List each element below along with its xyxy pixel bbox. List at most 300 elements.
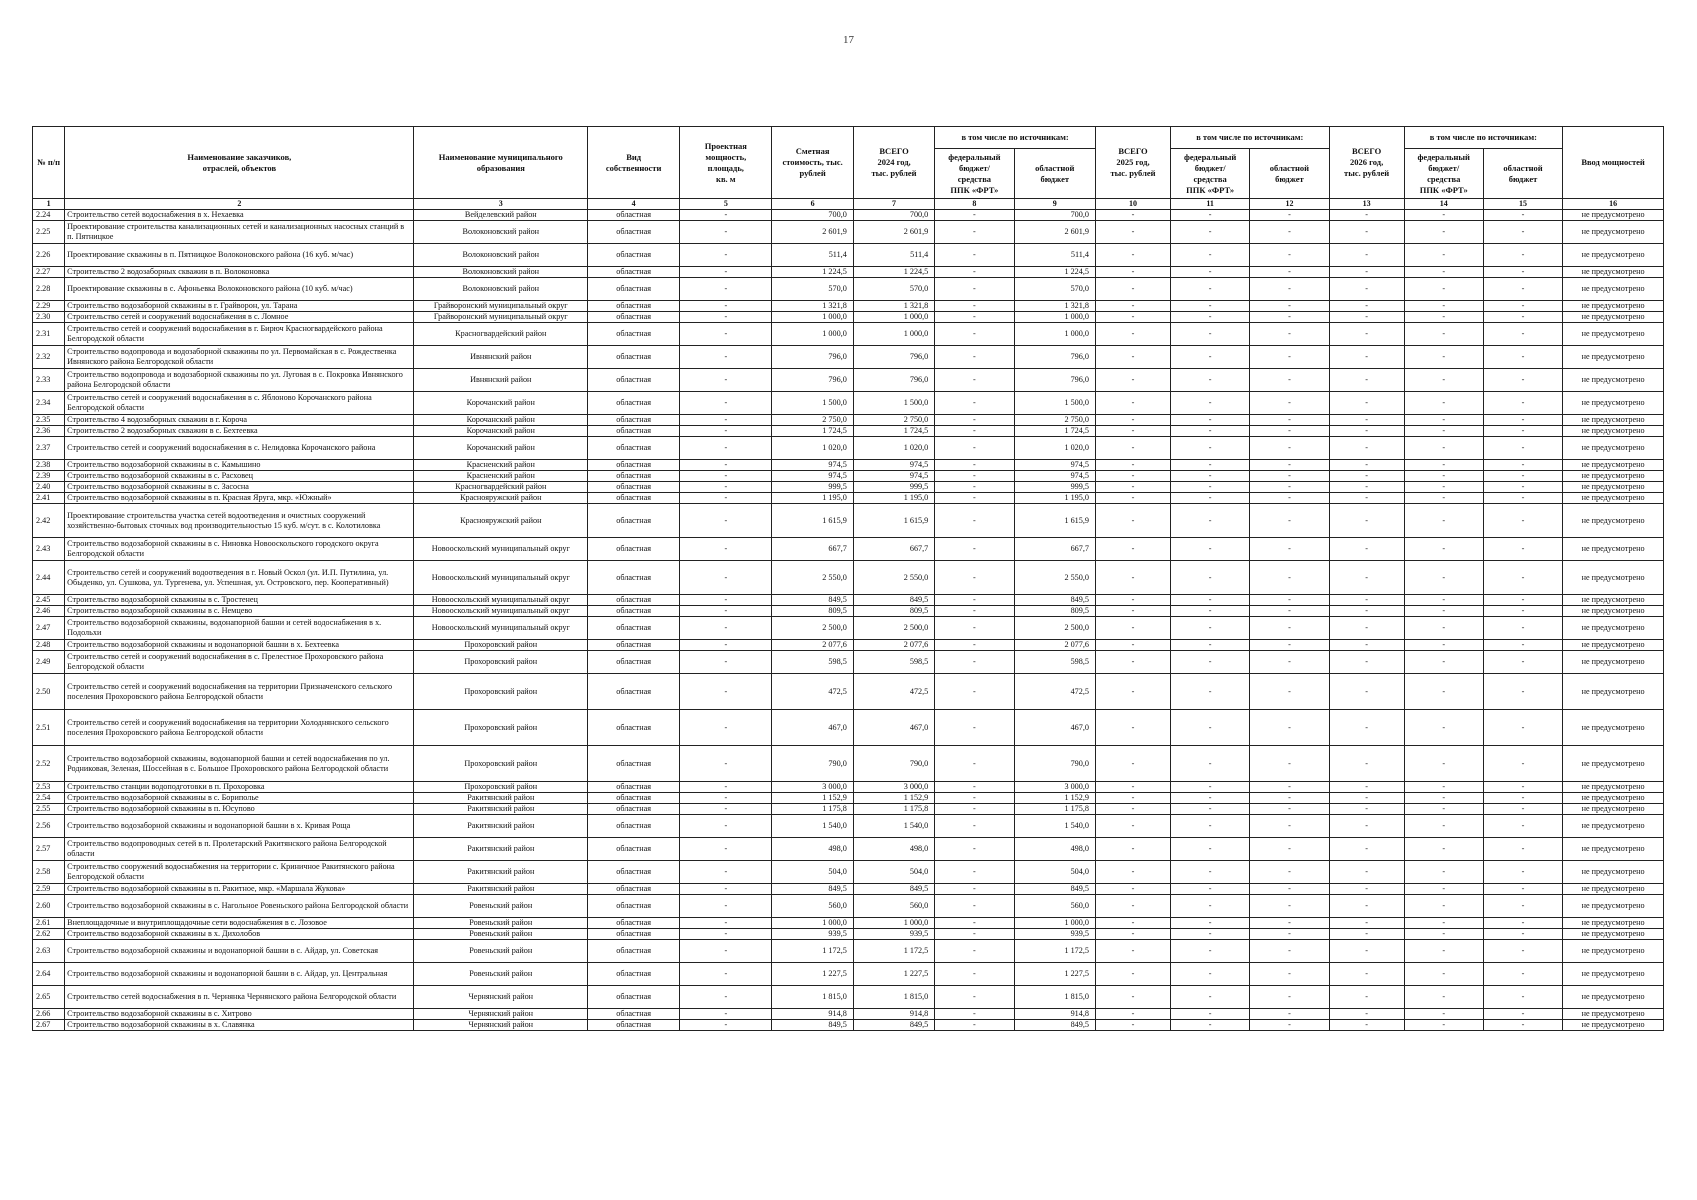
total-2025-cell: -: [1096, 210, 1171, 221]
total-2025-cell: -: [1096, 415, 1171, 426]
total-2025-cell: -: [1096, 595, 1171, 606]
row-number-cell: 2.52: [33, 746, 65, 782]
regional-2024-cell: 1 175,8: [1014, 804, 1095, 815]
regional-2024-cell: 939,5: [1014, 929, 1095, 940]
capacity-cell: -: [680, 746, 772, 782]
row-number-cell: 2.66: [33, 1009, 65, 1020]
ownership-cell: областная: [588, 606, 680, 617]
estimate-cost-cell: 1 000,0: [772, 323, 853, 346]
federal-2025-cell: -: [1171, 426, 1250, 437]
row-number-cell: 2.60: [33, 895, 65, 918]
regional-2024-cell: 498,0: [1014, 838, 1095, 861]
total-2026-cell: -: [1329, 504, 1404, 538]
commissioning-cell: не предусмотрено: [1563, 244, 1664, 267]
federal-2026-cell: -: [1404, 617, 1483, 640]
federal-2024-cell: -: [935, 617, 1014, 640]
municipality-cell: Ракитянский район: [414, 884, 588, 895]
regional-2025-cell: -: [1250, 369, 1329, 392]
header-regional-2024: областной бюджет: [1014, 149, 1095, 199]
total-2024-cell: 504,0: [853, 861, 934, 884]
commissioning-cell: не предусмотрено: [1563, 346, 1664, 369]
regional-2024-cell: 700,0: [1014, 210, 1095, 221]
ownership-cell: областная: [588, 838, 680, 861]
ownership-cell: областная: [588, 415, 680, 426]
regional-2025-cell: -: [1250, 278, 1329, 301]
total-2025-cell: -: [1096, 815, 1171, 838]
row-number-cell: 2.48: [33, 640, 65, 651]
col-number: 14: [1404, 199, 1483, 210]
row-number-cell: 2.44: [33, 561, 65, 595]
federal-2025-cell: -: [1171, 815, 1250, 838]
capacity-cell: -: [680, 617, 772, 640]
federal-2025-cell: -: [1171, 940, 1250, 963]
table-row: [33, 861, 1664, 884]
federal-2024-cell: -: [935, 640, 1014, 651]
federal-2026-cell: -: [1404, 815, 1483, 838]
regional-2024-cell: 504,0: [1014, 861, 1095, 884]
federal-2024-cell: -: [935, 838, 1014, 861]
regional-2026-cell: -: [1483, 1009, 1562, 1020]
ownership-cell: областная: [588, 323, 680, 346]
total-2025-cell: -: [1096, 884, 1171, 895]
object-name-cell: Внеплощадочные и внутриплощадочные сети водоснабжения в с. Лозовое: [65, 918, 414, 929]
total-2024-cell: 939,5: [853, 929, 934, 940]
ownership-cell: областная: [588, 301, 680, 312]
commissioning-cell: не предусмотрено: [1563, 471, 1664, 482]
total-2024-cell: 1 227,5: [853, 963, 934, 986]
table-body: [33, 210, 1664, 1031]
capacity-cell: -: [680, 895, 772, 918]
federal-2025-cell: -: [1171, 782, 1250, 793]
municipality-cell: Прохоровский район: [414, 782, 588, 793]
total-2024-cell: 2 500,0: [853, 617, 934, 640]
municipality-cell: Ровеньский район: [414, 929, 588, 940]
regional-2024-cell: 2 601,9: [1014, 221, 1095, 244]
row-number-cell: 2.37: [33, 437, 65, 460]
total-2026-cell: -: [1329, 617, 1404, 640]
federal-2024-cell: -: [935, 278, 1014, 301]
row-number-cell: 2.56: [33, 815, 65, 838]
municipality-cell: Прохоровский район: [414, 640, 588, 651]
regional-2025-cell: -: [1250, 323, 1329, 346]
regional-2026-cell: -: [1483, 940, 1562, 963]
col-number: 6: [772, 199, 853, 210]
federal-2024-cell: -: [935, 793, 1014, 804]
regional-2025-cell: -: [1250, 793, 1329, 804]
object-name-cell: Строительство водозаборной скважины, водонапорной башни и сетей водоснабжения в х. Подольхи: [65, 617, 414, 640]
federal-2024-cell: -: [935, 221, 1014, 244]
total-2024-cell: 1 000,0: [853, 312, 934, 323]
total-2026-cell: -: [1329, 392, 1404, 415]
object-name-cell: Строительство водопроводных сетей в п. Пролетарский Ракитянского района Белгородской области: [65, 838, 414, 861]
total-2025-cell: -: [1096, 838, 1171, 861]
federal-2025-cell: -: [1171, 986, 1250, 1009]
commissioning-cell: не предусмотрено: [1563, 804, 1664, 815]
estimate-cost-cell: 498,0: [772, 838, 853, 861]
municipality-cell: Прохоровский район: [414, 674, 588, 710]
capacity-cell: -: [680, 301, 772, 312]
regional-2026-cell: -: [1483, 471, 1562, 482]
federal-2026-cell: -: [1404, 323, 1483, 346]
capacity-cell: -: [680, 561, 772, 595]
regional-2024-cell: 467,0: [1014, 710, 1095, 746]
total-2026-cell: -: [1329, 278, 1404, 301]
total-2025-cell: -: [1096, 617, 1171, 640]
capacity-cell: -: [680, 538, 772, 561]
regional-2025-cell: -: [1250, 884, 1329, 895]
regional-2024-cell: 2 500,0: [1014, 617, 1095, 640]
regional-2025-cell: -: [1250, 460, 1329, 471]
estimate-cost-cell: 1 227,5: [772, 963, 853, 986]
federal-2026-cell: -: [1404, 267, 1483, 278]
federal-2026-cell: -: [1404, 782, 1483, 793]
ownership-cell: областная: [588, 793, 680, 804]
total-2024-cell: 1 540,0: [853, 815, 934, 838]
federal-2024-cell: -: [935, 460, 1014, 471]
total-2026-cell: -: [1329, 595, 1404, 606]
table-row: [33, 493, 1664, 504]
total-2025-cell: -: [1096, 346, 1171, 369]
regional-2025-cell: -: [1250, 918, 1329, 929]
row-number-cell: 2.51: [33, 710, 65, 746]
commissioning-cell: не предусмотрено: [1563, 482, 1664, 493]
total-2025-cell: -: [1096, 746, 1171, 782]
regional-2025-cell: -: [1250, 504, 1329, 538]
total-2025-cell: -: [1096, 918, 1171, 929]
federal-2024-cell: -: [935, 267, 1014, 278]
total-2026-cell: -: [1329, 426, 1404, 437]
federal-2025-cell: -: [1171, 640, 1250, 651]
federal-2026-cell: -: [1404, 312, 1483, 323]
ownership-cell: областная: [588, 437, 680, 460]
federal-2025-cell: -: [1171, 884, 1250, 895]
commissioning-cell: не предусмотрено: [1563, 606, 1664, 617]
row-number-cell: 2.36: [33, 426, 65, 437]
federal-2026-cell: -: [1404, 392, 1483, 415]
table-row: [33, 471, 1664, 482]
commissioning-cell: не предусмотрено: [1563, 1020, 1664, 1031]
commissioning-cell: не предусмотрено: [1563, 267, 1664, 278]
total-2025-cell: -: [1096, 1009, 1171, 1020]
total-2026-cell: -: [1329, 323, 1404, 346]
municipality-cell: Ивнянский район: [414, 346, 588, 369]
total-2026-cell: -: [1329, 861, 1404, 884]
object-name-cell: Строительство сетей и сооружений водоснабжения в г. Бирюч Красногвардейского района Белгородской области: [65, 323, 414, 346]
estimate-cost-cell: 1 152,9: [772, 793, 853, 804]
municipality-cell: Вейделевский район: [414, 210, 588, 221]
estimate-cost-cell: 2 500,0: [772, 617, 853, 640]
regional-2026-cell: -: [1483, 301, 1562, 312]
commissioning-cell: не предусмотрено: [1563, 278, 1664, 301]
table-row: [33, 267, 1664, 278]
table-row: [33, 301, 1664, 312]
federal-2025-cell: -: [1171, 606, 1250, 617]
regional-2025-cell: -: [1250, 963, 1329, 986]
federal-2024-cell: -: [935, 301, 1014, 312]
commissioning-cell: не предусмотрено: [1563, 504, 1664, 538]
row-number-cell: 2.39: [33, 471, 65, 482]
col-number: 11: [1171, 199, 1250, 210]
municipality-cell: Новооскольский муниципальный округ: [414, 606, 588, 617]
total-2024-cell: 974,5: [853, 460, 934, 471]
table-row: [33, 312, 1664, 323]
federal-2024-cell: -: [935, 782, 1014, 793]
federal-2025-cell: -: [1171, 895, 1250, 918]
regional-2026-cell: -: [1483, 918, 1562, 929]
table-row: [33, 640, 1664, 651]
row-number-cell: 2.41: [33, 493, 65, 504]
total-2024-cell: 1 321,8: [853, 301, 934, 312]
row-number-cell: 2.40: [33, 482, 65, 493]
ownership-cell: областная: [588, 369, 680, 392]
col-number: 15: [1483, 199, 1562, 210]
table-row: [33, 460, 1664, 471]
federal-2026-cell: -: [1404, 929, 1483, 940]
capacity-cell: -: [680, 940, 772, 963]
total-2025-cell: -: [1096, 244, 1171, 267]
regional-2025-cell: -: [1250, 895, 1329, 918]
federal-2024-cell: -: [935, 561, 1014, 595]
header-name: Наименование заказчиков, отраслей, объектов: [65, 127, 414, 199]
object-name-cell: Строительство водозаборной скважины и водонапорной башни в с. Айдар, ул. Советская: [65, 940, 414, 963]
regional-2026-cell: -: [1483, 323, 1562, 346]
regional-2026-cell: -: [1483, 884, 1562, 895]
municipality-cell: Прохоровский район: [414, 710, 588, 746]
commissioning-cell: не предусмотрено: [1563, 884, 1664, 895]
capacity-cell: -: [680, 640, 772, 651]
regional-2024-cell: 1 724,5: [1014, 426, 1095, 437]
commissioning-cell: не предусмотрено: [1563, 963, 1664, 986]
row-number-cell: 2.35: [33, 415, 65, 426]
object-name-cell: Строительство сетей и сооружений водоснабжения на территории Холоднянского сельского поселения Прохоровского района Белгородской области: [65, 710, 414, 746]
estimate-cost-cell: 504,0: [772, 861, 853, 884]
federal-2025-cell: -: [1171, 244, 1250, 267]
total-2026-cell: -: [1329, 471, 1404, 482]
federal-2025-cell: -: [1171, 746, 1250, 782]
table-row: [33, 617, 1664, 640]
regional-2026-cell: -: [1483, 482, 1562, 493]
total-2026-cell: -: [1329, 244, 1404, 267]
federal-2025-cell: -: [1171, 793, 1250, 804]
regional-2024-cell: 2 550,0: [1014, 561, 1095, 595]
regional-2025-cell: -: [1250, 267, 1329, 278]
federal-2025-cell: -: [1171, 710, 1250, 746]
object-name-cell: Строительство водозаборной скважины в с. Нагольное Ровеньского района Белгородской области: [65, 895, 414, 918]
commissioning-cell: не предусмотрено: [1563, 918, 1664, 929]
capacity-cell: -: [680, 595, 772, 606]
object-name-cell: Строительство водозаборной скважины в с. Тростенец: [65, 595, 414, 606]
municipality-cell: Красногвардейский район: [414, 323, 588, 346]
municipality-cell: Прохоровский район: [414, 746, 588, 782]
object-name-cell: Строительство водозаборной скважины и водонапорной башни в х. Бехтеевка: [65, 640, 414, 651]
row-number-cell: 2.65: [33, 986, 65, 1009]
total-2025-cell: -: [1096, 793, 1171, 804]
total-2024-cell: 3 000,0: [853, 782, 934, 793]
estimate-cost-cell: 1 815,0: [772, 986, 853, 1009]
ownership-cell: областная: [588, 482, 680, 493]
regional-2024-cell: 1 000,0: [1014, 323, 1095, 346]
federal-2025-cell: -: [1171, 918, 1250, 929]
commissioning-cell: не предусмотрено: [1563, 746, 1664, 782]
object-name-cell: Строительство водозаборной скважины в г. Грайворон, ул. Тарана: [65, 301, 414, 312]
estimate-cost-cell: 2 550,0: [772, 561, 853, 595]
total-2024-cell: 560,0: [853, 895, 934, 918]
regional-2026-cell: -: [1483, 278, 1562, 301]
total-2025-cell: -: [1096, 940, 1171, 963]
regional-2026-cell: -: [1483, 606, 1562, 617]
municipality-cell: Ровеньский район: [414, 918, 588, 929]
federal-2025-cell: -: [1171, 804, 1250, 815]
total-2026-cell: -: [1329, 221, 1404, 244]
row-number-cell: 2.53: [33, 782, 65, 793]
total-2024-cell: 1 615,9: [853, 504, 934, 538]
table-row: [33, 986, 1664, 1009]
ownership-cell: областная: [588, 538, 680, 561]
col-number: 9: [1014, 199, 1095, 210]
total-2025-cell: -: [1096, 323, 1171, 346]
object-name-cell: Строительство сетей водоснабжения в п. Чернянка Чернянского района Белгородской области: [65, 986, 414, 1009]
total-2026-cell: -: [1329, 895, 1404, 918]
federal-2024-cell: -: [935, 606, 1014, 617]
header-federal-2024: федеральный бюджет/ средства ППК «ФРТ»: [935, 149, 1014, 199]
estimate-cost-cell: 1 615,9: [772, 504, 853, 538]
object-name-cell: Строительство сетей и сооружений водоснабжения в с. Нелидовка Корочанского района: [65, 437, 414, 460]
federal-2026-cell: -: [1404, 538, 1483, 561]
total-2024-cell: 999,5: [853, 482, 934, 493]
municipality-cell: Грайворонский муниципальный округ: [414, 312, 588, 323]
regional-2024-cell: 3 000,0: [1014, 782, 1095, 793]
federal-2025-cell: -: [1171, 482, 1250, 493]
regional-2026-cell: -: [1483, 710, 1562, 746]
estimate-cost-cell: 1 000,0: [772, 312, 853, 323]
ownership-cell: областная: [588, 561, 680, 595]
commissioning-cell: не предусмотрено: [1563, 782, 1664, 793]
regional-2026-cell: -: [1483, 437, 1562, 460]
regional-2025-cell: -: [1250, 595, 1329, 606]
commissioning-cell: не предусмотрено: [1563, 895, 1664, 918]
object-name-cell: Строительство 2 водозаборных скважин в п. Волоконовка: [65, 267, 414, 278]
federal-2024-cell: -: [935, 940, 1014, 963]
federal-2025-cell: -: [1171, 346, 1250, 369]
table-row: [33, 595, 1664, 606]
total-2025-cell: -: [1096, 651, 1171, 674]
ownership-cell: областная: [588, 471, 680, 482]
col-number: 3: [414, 199, 588, 210]
capacity-cell: -: [680, 437, 772, 460]
federal-2025-cell: -: [1171, 963, 1250, 986]
object-name-cell: Строительство сетей и сооружений водоснабжения на территории Призначенского сельского поселения Прохоровского района Белгородской области: [65, 674, 414, 710]
federal-2024-cell: -: [935, 210, 1014, 221]
federal-2024-cell: -: [935, 312, 1014, 323]
federal-2026-cell: -: [1404, 482, 1483, 493]
object-name-cell: Строительство водозаборной скважины в п. Юсупово: [65, 804, 414, 815]
municipality-cell: Ракитянский район: [414, 793, 588, 804]
regional-2025-cell: -: [1250, 640, 1329, 651]
total-2025-cell: -: [1096, 504, 1171, 538]
federal-2026-cell: -: [1404, 301, 1483, 312]
regional-2026-cell: -: [1483, 312, 1562, 323]
federal-2025-cell: -: [1171, 392, 1250, 415]
federal-2025-cell: -: [1171, 301, 1250, 312]
capacity-cell: -: [680, 346, 772, 369]
object-name-cell: Строительство водозаборной скважины и водонапорной башни в с. Айдар, ул. Центральная: [65, 963, 414, 986]
row-number-cell: 2.43: [33, 538, 65, 561]
federal-2024-cell: -: [935, 746, 1014, 782]
ownership-cell: областная: [588, 210, 680, 221]
row-number-cell: 2.47: [33, 617, 65, 640]
regional-2024-cell: 849,5: [1014, 1020, 1095, 1031]
table-row: [33, 940, 1664, 963]
total-2026-cell: -: [1329, 710, 1404, 746]
total-2026-cell: -: [1329, 746, 1404, 782]
federal-2025-cell: -: [1171, 674, 1250, 710]
federal-2025-cell: -: [1171, 504, 1250, 538]
row-number-cell: 2.54: [33, 793, 65, 804]
total-2026-cell: -: [1329, 460, 1404, 471]
ownership-cell: областная: [588, 640, 680, 651]
row-number-cell: 2.67: [33, 1020, 65, 1031]
regional-2025-cell: -: [1250, 312, 1329, 323]
ownership-cell: областная: [588, 895, 680, 918]
object-name-cell: Строительство сетей и сооружений водоснабжения в с. Ломное: [65, 312, 414, 323]
municipality-cell: Ракитянский район: [414, 804, 588, 815]
object-name-cell: Строительство сетей и сооружений водоотведения в г. Новый Оскол (ул. И.П. Путилина, ул. Обыденко, ул. Сушкова, ул. Тургенева, ул. Успешная, ул. Островского, пер. Кооперативный): [65, 561, 414, 595]
ownership-cell: областная: [588, 392, 680, 415]
capacity-cell: -: [680, 861, 772, 884]
regional-2024-cell: 598,5: [1014, 651, 1095, 674]
col-number: 8: [935, 199, 1014, 210]
row-number-cell: 2.26: [33, 244, 65, 267]
total-2024-cell: 667,7: [853, 538, 934, 561]
regional-2025-cell: -: [1250, 606, 1329, 617]
ownership-cell: областная: [588, 782, 680, 793]
total-2025-cell: -: [1096, 782, 1171, 793]
federal-2026-cell: -: [1404, 710, 1483, 746]
federal-2026-cell: -: [1404, 651, 1483, 674]
capacity-cell: -: [680, 369, 772, 392]
estimate-cost-cell: 1 724,5: [772, 426, 853, 437]
federal-2026-cell: -: [1404, 504, 1483, 538]
total-2026-cell: -: [1329, 804, 1404, 815]
regional-2025-cell: -: [1250, 1009, 1329, 1020]
estimate-cost-cell: 700,0: [772, 210, 853, 221]
estimate-cost-cell: 570,0: [772, 278, 853, 301]
federal-2026-cell: -: [1404, 940, 1483, 963]
capacity-cell: -: [680, 221, 772, 244]
regional-2025-cell: -: [1250, 651, 1329, 674]
regional-2026-cell: -: [1483, 415, 1562, 426]
ownership-cell: областная: [588, 710, 680, 746]
commissioning-cell: не предусмотрено: [1563, 617, 1664, 640]
ownership-cell: областная: [588, 460, 680, 471]
regional-2026-cell: -: [1483, 746, 1562, 782]
total-2025-cell: -: [1096, 710, 1171, 746]
estimate-cost-cell: 560,0: [772, 895, 853, 918]
commissioning-cell: не предусмотрено: [1563, 561, 1664, 595]
municipality-cell: Волоконовский район: [414, 244, 588, 267]
estimate-cost-cell: 914,8: [772, 1009, 853, 1020]
total-2025-cell: -: [1096, 426, 1171, 437]
estimate-cost-cell: 790,0: [772, 746, 853, 782]
federal-2024-cell: -: [935, 710, 1014, 746]
federal-2024-cell: -: [935, 392, 1014, 415]
table-row: [33, 815, 1664, 838]
federal-2025-cell: -: [1171, 437, 1250, 460]
commissioning-cell: не предусмотрено: [1563, 392, 1664, 415]
capacity-cell: -: [680, 323, 772, 346]
commissioning-cell: не предусмотрено: [1563, 312, 1664, 323]
commissioning-cell: не предусмотрено: [1563, 323, 1664, 346]
